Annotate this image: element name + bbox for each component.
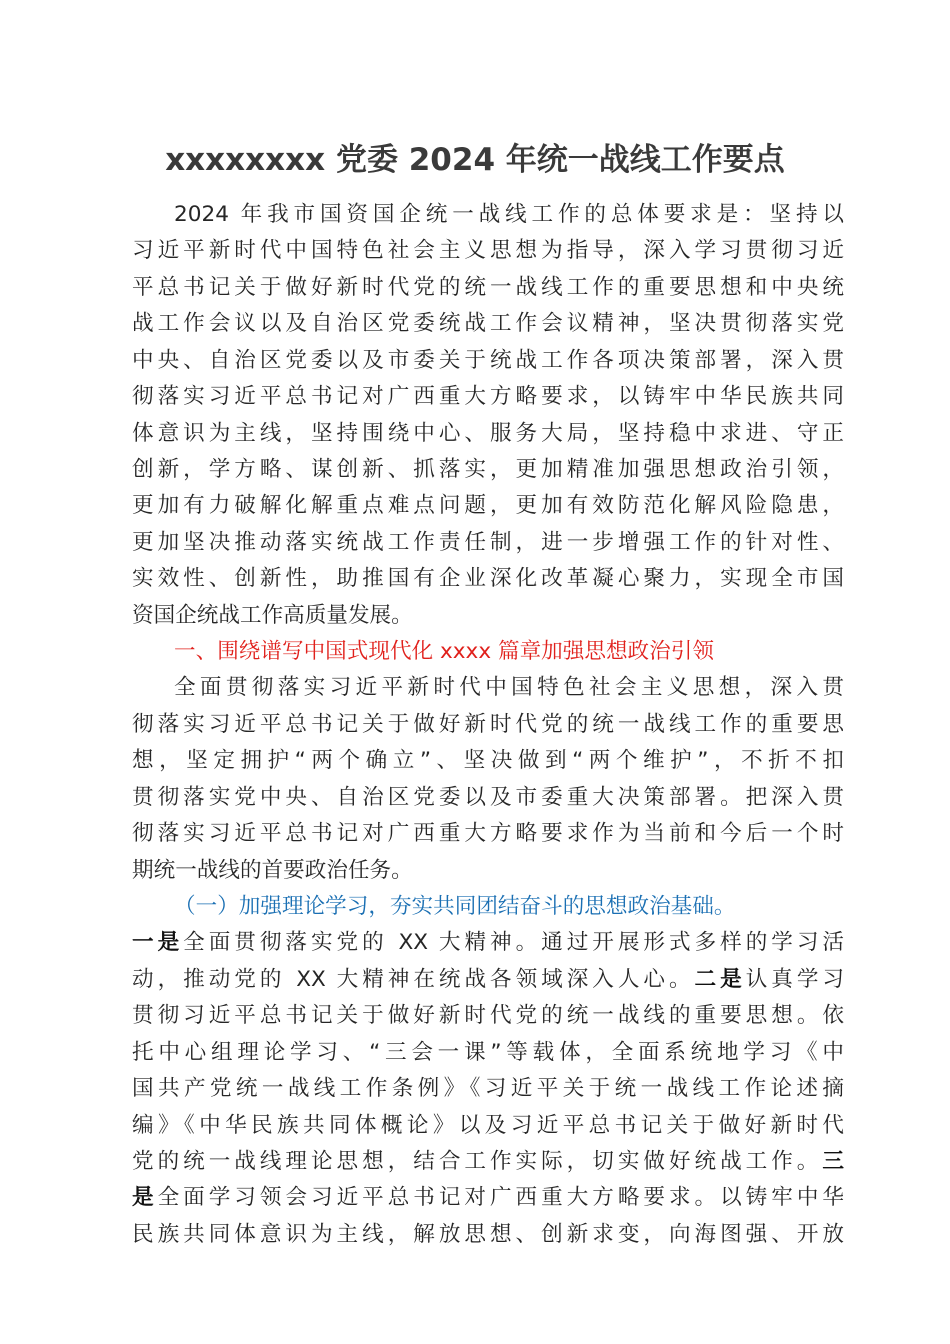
text-line: 贯彻落实党中央、自治区党委以及市委重大决策部署。把深入贯 [132, 785, 844, 810]
text-line: 资国企统战工作高质量发展。 [132, 603, 413, 628]
text-line: 更加坚决推动落实统战工作责任制，进一步增强工作的针对性、 [132, 530, 844, 555]
text-line: 动，推动党的 XX 大精神在统战各领域深入人心。二是认真学习 [132, 967, 844, 992]
text-line: 编》《中华民族共同体概论》以及习近平总书记关于做好新时代 [132, 1113, 844, 1138]
ordinal-label: 是 [132, 1185, 158, 1210]
text-line: 期统一战线的首要政治任务。 [132, 858, 413, 883]
text-line: 民族共同体意识为主线，解放思想、创新求变，向海图强、开放 [132, 1222, 844, 1247]
text-line: 国共产党统一战线工作条例》《习近平关于统一战线工作论述摘 [132, 1076, 844, 1101]
text-line: 战工作会议以及自治区党委统战工作会议精神，坚决贯彻落实党 [132, 311, 844, 336]
text-line: 创新，学方略、谋创新、抓落实，更加精准加强思想政治引领， [132, 457, 844, 482]
text-line: 更加有力破解化解重点难点问题，更加有效防范化解风险隐患， [132, 493, 844, 518]
ordinal-label: 三 [822, 1149, 844, 1174]
text-line: 托中心组理论学习、“三会一课”等载体，全面系统地学习《中 [132, 1040, 844, 1065]
text-line: 彻落实习近平总书记关于做好新时代党的统一战线工作的重要思 [132, 712, 844, 737]
text-line: 想，坚定拥护“两个确立”、坚决做到“两个维护”，不折不扣 [132, 748, 844, 773]
text-line: 2024 年我市国资国企统一战线工作的总体要求是：坚持以 [174, 202, 844, 227]
document-title: xxxxxxxx 党委 2024 年统一战线工作要点 [165, 142, 785, 178]
section-heading: 一、围绕谱写中国式现代化 xxxx 篇章加强思想政治引领 [174, 639, 714, 664]
ordinal-label: 二是 [694, 967, 746, 992]
text-line: 彻落实习近平总书记对广西重大方略要求作为当前和今后一个时 [132, 821, 844, 846]
text-line: 全面贯彻落实习近平新时代中国特色社会主义思想，深入贯 [174, 675, 844, 700]
text-line: 习近平新时代中国特色社会主义思想为指导，深入学习贯彻习近 [132, 238, 844, 263]
text-line: 平总书记关于做好新时代党的统一战线工作的重要思想和中央统 [132, 275, 844, 300]
ordinal-label: 一是 [132, 930, 184, 955]
subsection-heading: （一）加强理论学习，夯实共同团结奋斗的思想政治基础。 [174, 894, 736, 919]
text-line: 是全面学习领会习近平总书记对广西重大方略要求。以铸牢中华 [132, 1185, 844, 1210]
text-line: 一是全面贯彻落实党的 XX 大精神。通过开展形式多样的学习活 [132, 930, 844, 955]
text-line: 贯彻习近平总书记关于做好新时代党的统一战线的重要思想。依 [132, 1003, 844, 1028]
text-line: 彻落实习近平总书记对广西重大方略要求，以铸牢中华民族共同 [132, 384, 844, 409]
text-line: 党的统一战线理论思想，结合工作实际，切实做好统战工作。三 [132, 1149, 844, 1174]
text-line: 体意识为主线，坚持围绕中心、服务大局，坚持稳中求进、守正 [132, 421, 844, 446]
text-line: 实效性、创新性，助推国有企业深化改革凝心聚力，实现全市国 [132, 566, 844, 591]
text-line: 中央、自治区党委以及市委关于统战工作各项决策部署，深入贯 [132, 348, 844, 373]
